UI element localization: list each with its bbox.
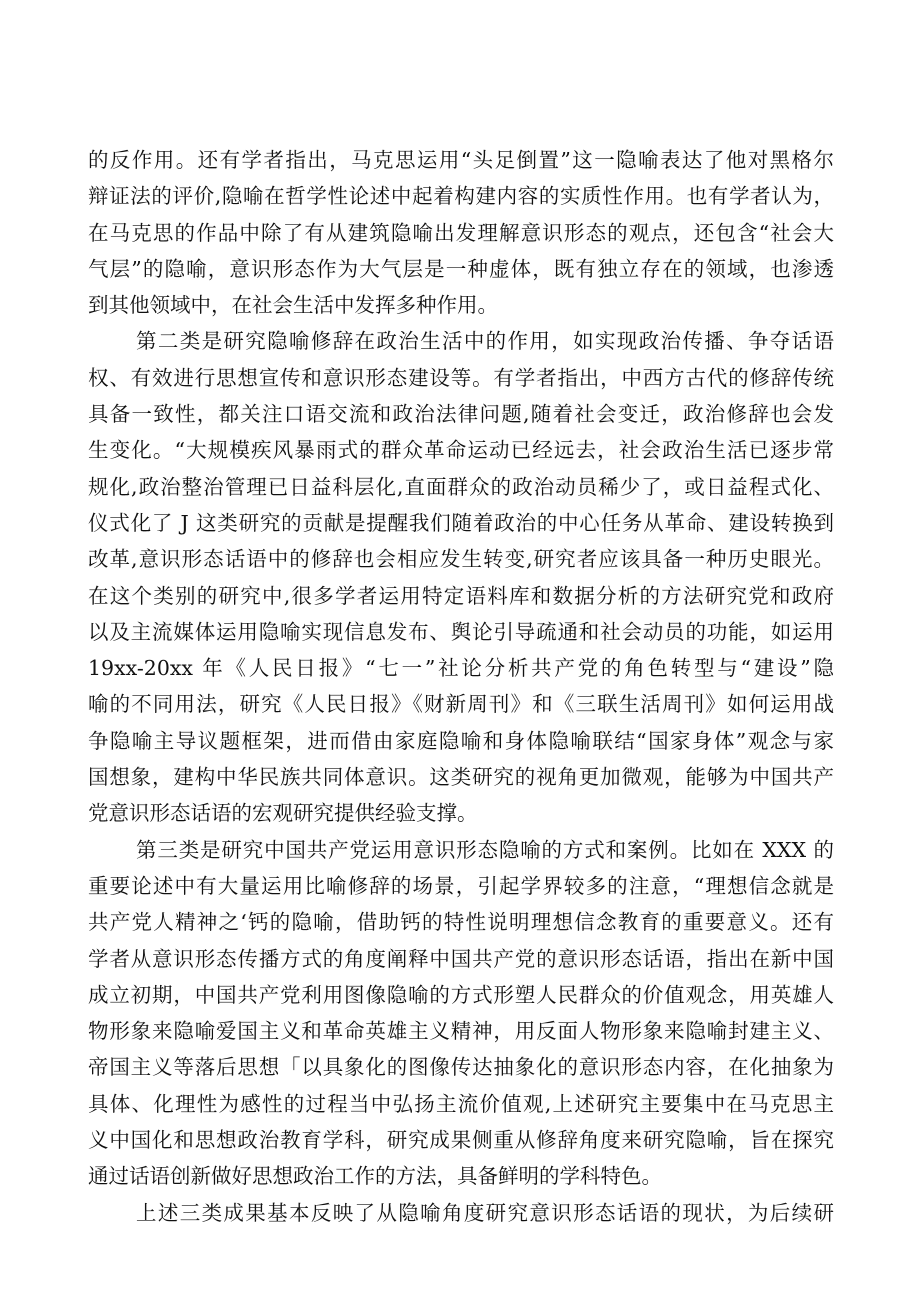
document-page (88, 142, 834, 1231)
text-line: 喻的不同用法，研究《人民日报》《财新周刊》和《三联生活周刊》如何运用战 (88, 692, 834, 717)
text-line: 19xx-20xx 年《人民日报》“七一”社论分析共产党的角色转型与“建设”隐 (88, 656, 834, 681)
text-line: 共产党人精神之‘钙的隐喻，借助钙的特性说明理想信念教育的重要意义。还有 (88, 910, 834, 935)
text-line: 党意识形态话语的宏观研究提供经验支撑。 (88, 801, 478, 826)
text-line: 规化,政治整治管理已日益科层化,直面群众的政治动员稀少了，或日益程式化、 (88, 474, 834, 499)
text-line: 仪式化了 J 这类研究的贡献是提醒我们随着政治的中心任务从革命、建设转换到 (88, 510, 834, 535)
text-line: 具备一致性，都关注口语交流和政治法律问题,随着社会变迁，政治修辞也会发 (88, 402, 834, 427)
text-line: 国想象，建构中华民族共同体意识。这类研究的视角更加微观，能够为中国共产 (88, 765, 834, 790)
text-line: 在马克思的作品中除了有从建筑隐喻出发理解意识形态的观点，还包含“社会大 (88, 220, 834, 245)
paragraph (88, 1195, 834, 1231)
text-line: 气层”的隐喻，意识形态作为大气层是一种虚体，既有独立存在的领域，也渗透 (88, 256, 834, 281)
text-line: 上述三类成果基本反映了从隐喻角度研究意识形态话语的现状，为后续研 (136, 1200, 834, 1225)
text-line: 辩证法的评价,隐喻在哲学性论述中起着构建内容的实质性作用。也有学者认为， (88, 184, 834, 209)
paragraph (88, 142, 834, 323)
text-line: 成立初期，中国共产党利用图像隐喻的方式形塑人民群众的价值观念，用英雄人 (88, 982, 834, 1007)
text-line: 第三类是研究中国共产党运用意识形态隐喻的方式和案例。比如在 XXX 的 (136, 837, 834, 862)
text-line: 学者从意识形态传播方式的角度阐释中国共产党的意识形态话语，指出在新中国 (88, 946, 834, 971)
text-line: 权、有效进行思想宣传和意识形态建设等。有学者指出，中西方古代的修辞传统 (88, 365, 834, 390)
text-line: 到其他领域中，在社会生活中发挥多种作用。 (88, 293, 498, 318)
text-line: 的反作用。还有学者指出，马克思运用“头足倒置”这一隐喻表达了他对黑格尔 (88, 148, 834, 172)
text-line: 以及主流媒体运用隐喻实现信息发布、舆论引导疏通和社会动员的功能，如运用 (88, 619, 834, 644)
text-line: 帝国主义等落后思想「以具象化的图像传达抽象化的意识形态内容，在化抽象为 (88, 1055, 834, 1080)
text-line: 在这个类别的研究中,很多学者运用特定语料库和数据分析的方法研究党和政府 (88, 583, 834, 608)
text-line: 具体、化理性为感性的过程当中弘扬主流价值观,上述研究主要集中在马克思主 (88, 1091, 834, 1116)
text-line: 物形象来隐喻爱国主义和革命英雄主义精神，用反面人物形象来隐喻封建主义、 (88, 1019, 834, 1044)
paragraph (88, 323, 834, 831)
text-line: 改革,意识形态话语中的修辞也会相应发生转变,研究者应该具备一种历史眼光。 (88, 547, 834, 572)
text-line: 通过话语创新做好思想政治工作的方法，具备鲜明的学科特色。 (88, 1164, 662, 1189)
paragraph (88, 832, 834, 1195)
text-line: 第二类是研究隐喻修辞在政治生活中的作用，如实现政治传播、争夺话语 (136, 329, 834, 354)
text-line: 生变化。“大规模疾风暴雨式的群众革命运动已经远去，社会政治生活已逐步常 (88, 438, 834, 463)
text-line: 争隐喻主导议题框架，进而借由家庭隐喻和身体隐喻联结“国家身体”观念与家 (88, 728, 834, 753)
text-line: 重要论述中有大量运用比喻修辞的场景，引起学界较多的注意，“理想信念就是 (88, 873, 834, 898)
text-line: 义中国化和思想政治教育学科，研究成果侧重从修辞角度来研究隐喻，旨在探究 (88, 1128, 834, 1153)
